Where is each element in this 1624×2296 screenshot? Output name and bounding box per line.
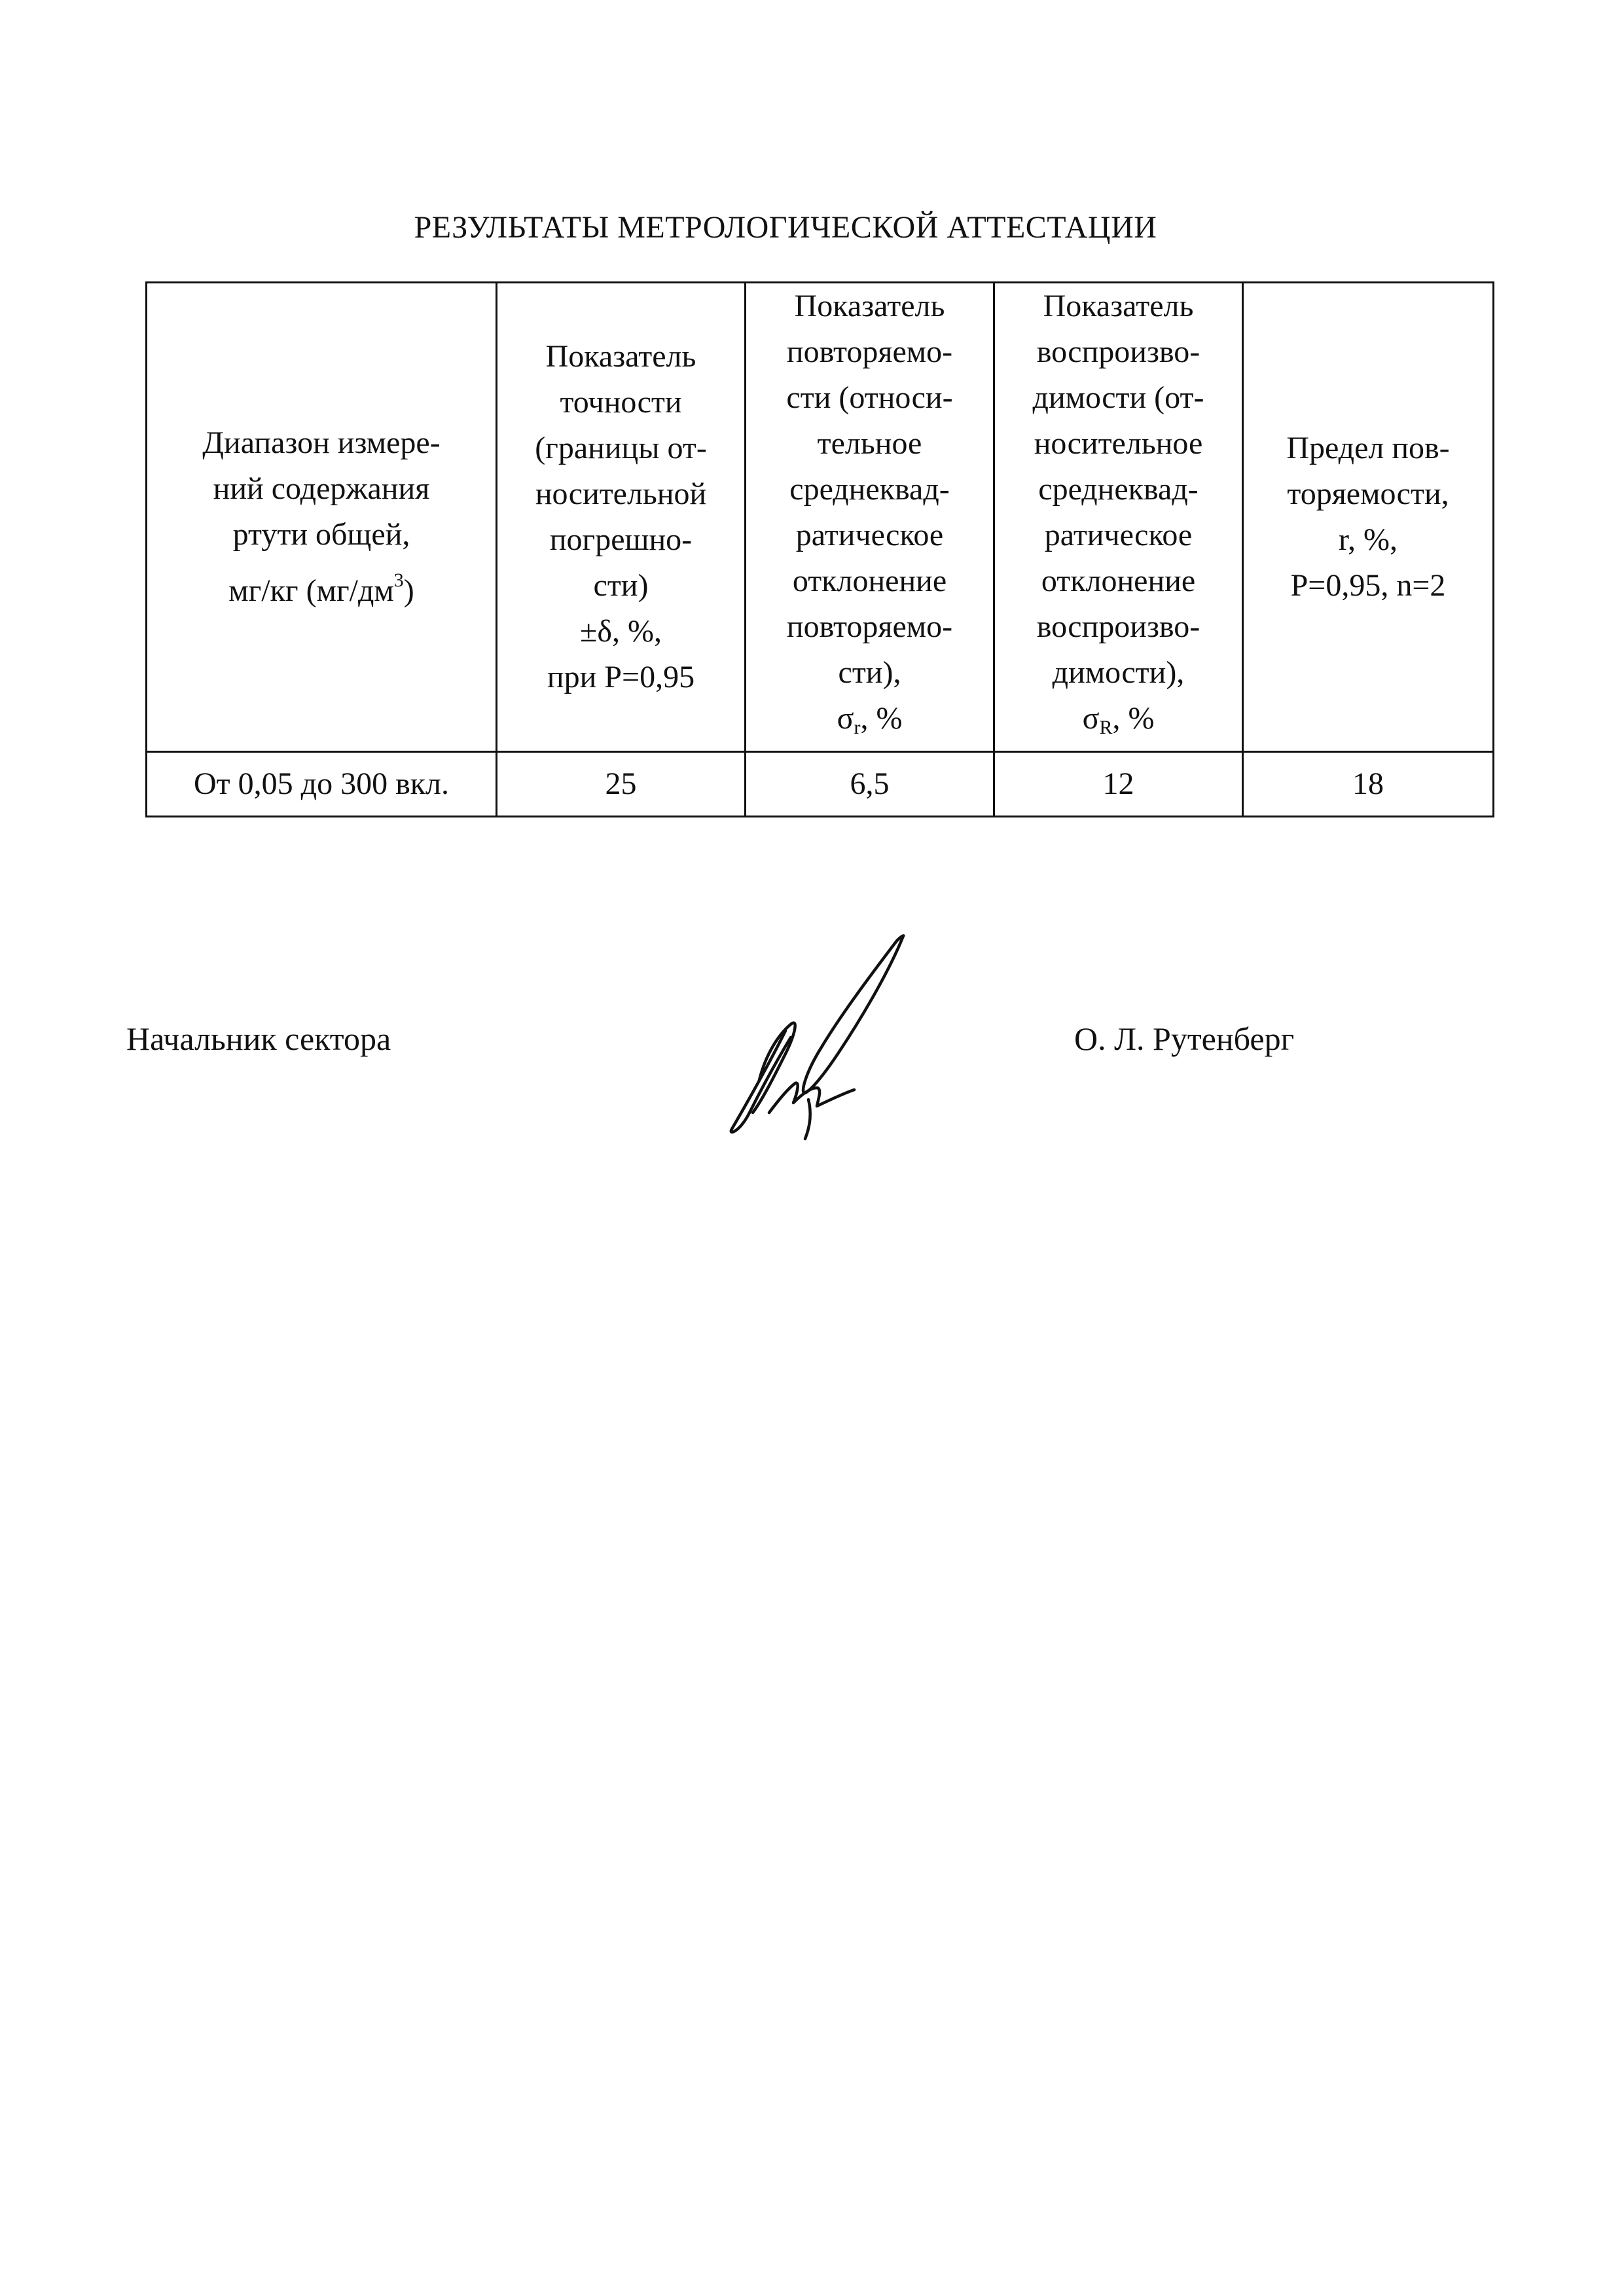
header-measurement-range xyxy=(147,283,497,752)
header-line: димости), xyxy=(1052,655,1185,690)
cell-accuracy: 25 xyxy=(497,752,746,817)
header-line: Показатель xyxy=(794,289,945,323)
table-header-row xyxy=(147,283,1494,752)
header-repeatability xyxy=(746,283,994,752)
header-line: повторяемо- xyxy=(786,609,953,644)
header-line: повторяемо- xyxy=(786,334,953,369)
header-line: Диапазон измере- xyxy=(202,425,441,460)
header-line: ний содержания xyxy=(213,471,430,506)
sigma-r-symbol xyxy=(754,696,985,751)
header-line: среднеквад- xyxy=(1038,472,1199,507)
header-line: ратическое xyxy=(795,518,944,552)
header-line: тельное xyxy=(817,426,922,461)
header-line: отклонение xyxy=(792,564,947,598)
header-line: отклонение xyxy=(1041,564,1196,598)
header-line: сти (относи- xyxy=(786,380,953,415)
header-line: точности xyxy=(560,385,682,420)
header-line: воспроизво- xyxy=(1036,334,1200,369)
handwritten-signature xyxy=(713,916,936,1152)
header-line: ратическое xyxy=(1044,518,1193,552)
unit-text: мг/кг (мг/дм xyxy=(228,573,394,608)
unit-superscript: 3 xyxy=(393,569,404,591)
sigma-R-symbol xyxy=(1003,696,1234,751)
document-title: РЕЗУЛЬТАТЫ МЕТРОЛОГИЧЕСКОЙ АТТЕСТАЦИИ xyxy=(414,210,1157,245)
signatory-name: О. Л. Рутенберг xyxy=(1074,1020,1295,1057)
attestation-results-table xyxy=(145,281,1494,817)
header-line: погрешно- xyxy=(549,522,693,557)
header-line: носительное xyxy=(1034,426,1203,461)
header-line: r, %, xyxy=(1338,522,1398,557)
cell-reproducibility: 12 xyxy=(994,752,1243,817)
header-line: ртути общей, xyxy=(232,517,410,552)
header-accuracy xyxy=(497,283,746,752)
header-line: носительной xyxy=(535,476,707,511)
header-line xyxy=(155,558,488,614)
sigma-unit: , % xyxy=(860,701,903,736)
header-line: Р=0,95, n=2 xyxy=(1290,568,1446,603)
sigma-unit: , % xyxy=(1112,701,1155,736)
header-line: воспроизво- xyxy=(1036,609,1200,644)
header-line: (границы от- xyxy=(535,431,707,465)
header-line: Показатель xyxy=(545,339,696,374)
header-line: димости (от- xyxy=(1032,380,1204,415)
signatory-position: Начальник сектора xyxy=(126,1020,391,1057)
sigma-subscript: R xyxy=(1099,717,1113,738)
header-line: ±δ, %, xyxy=(580,614,662,649)
header-line: сти) xyxy=(593,568,649,603)
cell-repeatability: 6,5 xyxy=(746,752,994,817)
header-line: сти), xyxy=(838,655,901,690)
cell-repeatability-limit: 18 xyxy=(1243,752,1494,817)
sigma-glyph: σ xyxy=(1082,701,1100,736)
header-line: Показатель xyxy=(1043,289,1194,323)
header-line: Предел пов- xyxy=(1286,431,1450,465)
header-line: среднеквад- xyxy=(789,472,950,507)
unit-close: ) xyxy=(403,573,414,608)
sigma-subscript: r xyxy=(854,717,861,738)
sigma-glyph: σ xyxy=(837,701,854,736)
header-line: торяемости, xyxy=(1287,476,1449,511)
table-row xyxy=(147,752,1494,817)
cell-range: От 0,05 до 300 вкл. xyxy=(147,752,497,817)
header-repeatability-limit xyxy=(1243,283,1494,752)
header-line: при Р=0,95 xyxy=(547,660,695,694)
header-reproducibility xyxy=(994,283,1243,752)
